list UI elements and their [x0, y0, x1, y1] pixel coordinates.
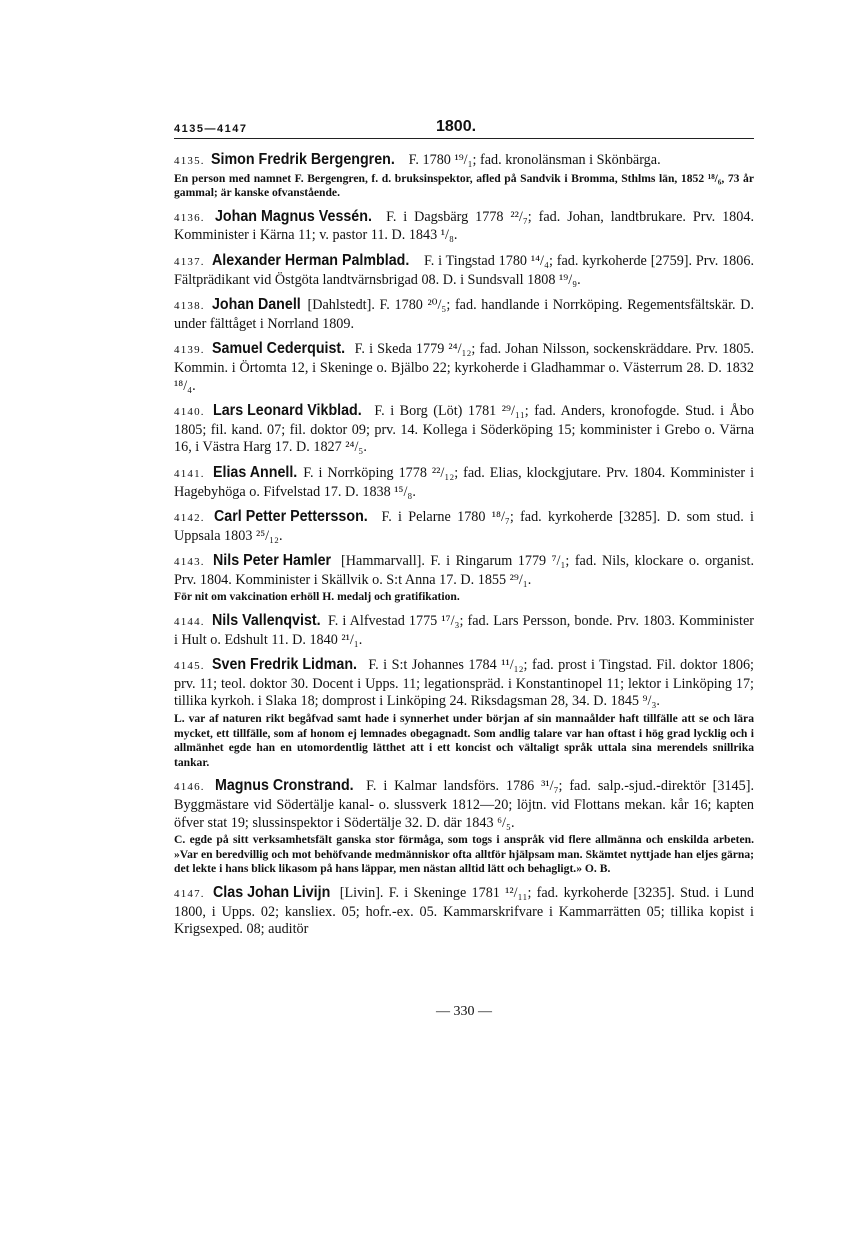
entry-number: 4141.: [174, 467, 205, 480]
entry-number: 4143.: [174, 556, 205, 569]
page-year: 1800.: [436, 118, 477, 135]
entry-4140: [174, 402, 754, 457]
entry-name: Elias Annell.: [212, 463, 297, 481]
entry-text: [Hammarvall]. F. i Ringarum 1779 ⁷/₁; fad. Nils, klockare o. organist. Prv. 1804. Komminister i Skällvik o. S:t Anna 17. D. 1855 ²⁹/₁.: [174, 553, 754, 588]
entry-number: 4147.: [174, 887, 205, 900]
entry-4135: [174, 151, 754, 201]
entry-text: F. i Tingstad 1780 ¹⁴/₄; fad. kyrkoherde [2759]. Prv. 1806. Fältprädikant vid Östgöta landtvärnsbrigad 08. D. i Sundsvall 1808 ¹⁹/₉.: [174, 252, 755, 288]
entry-name: Magnus Cronstrand.: [214, 777, 354, 795]
entry-4143: [174, 552, 754, 605]
entry-name: Sven Fredrik Lidman.: [212, 656, 358, 674]
entry-4137: [174, 252, 754, 289]
entry-name: Alexander Herman Palmblad.: [211, 251, 409, 269]
entry-name: Johan Danell: [212, 296, 302, 314]
entry-number: 4145.: [174, 660, 205, 673]
entry-name: Johan Magnus Vessén.: [214, 207, 372, 225]
entry-name: Nils Peter Hamler: [213, 552, 332, 570]
entry-note: För nit om vakcination erhöll H. medalj och gratifikation.: [174, 590, 460, 604]
entry-text: F. i Dagsbärg 1778 ²²/₇; fad. Johan, landtbrukare. Prv. 1804. Komminister i Kärna 11; v. pastor 11. D. 1843 ¹/₈.: [174, 208, 755, 244]
entry-4138: [174, 296, 754, 333]
entry-text: F. i S:t Johannes 1784 ¹¹/₁₂; fad. prost i Tingstad. Fil. doktor 1806; prv. 11; teol. doktor 30. Docent i Upps. 11; legationspräd. i Konstantinopel 11; lektor i Linköping 17; tillika kyrkoh. i Slaka 18; domprost i Linköping 24. Riksdagsman 28, 34. D. 1845 ⁹/₃.: [174, 657, 755, 710]
entry-4147: [174, 884, 754, 939]
entry-4139: [174, 340, 754, 395]
entry-text: [Dahlstedt]. F. 1780 ²⁰/₅; fad. handlande i Norrköping. Regementsfältskär. D. under fälttåget i Norrland 1809.: [174, 297, 755, 332]
entry-name: Lars Leonard Vikblad.: [213, 402, 362, 420]
entry-number: 4146.: [174, 781, 205, 794]
entry-text: F. i Skeda 1779 ²⁴/₁₂; fad. Johan Nilsson, sockenskräddare. Prv. 1805. Kommin. i Örtomta 12, i Skeninge o. Bjälbo 22; kyrkoherde i Gladhammar o. Västerrum 28. D. 1832 ¹⁸/₄.: [174, 341, 754, 394]
entry-name: Simon Fredrik Bergengren.: [211, 151, 396, 168]
entry-name: Clas Johan Livijn: [213, 883, 331, 901]
entry-number: 4138.: [174, 300, 205, 313]
entry-note: C. egde på sitt verksamhetsfält ganska stor förmåga, som togs i anspråk vid flere allmänna och enskilda arbeten. »Var en beredvillig och mot behöfvande medmänniskor ofta alltför hjälpsam man. Skämtet nyttjade han eljes gärna; det lekte i hans blick likasom på hans läppar, men nästan alltid lätt och behagligt.» O. B.: [174, 833, 754, 876]
entry-text: F. i Alfvestad 1775 ¹⁷/₃; fad. Lars Persson, bonde. Prv. 1803. Komminister i Hult o. Edshult 11. D. 1840 ²¹/₁.: [174, 613, 754, 648]
entry-number: 4140.: [174, 406, 205, 419]
entry-4145: [174, 656, 754, 770]
entry-4136: [174, 208, 754, 245]
entry-list: [174, 151, 754, 939]
entry-name: Nils Vallenqvist.: [211, 612, 321, 630]
page-number: — 330 —: [436, 1004, 492, 1019]
entry-note: L. var af naturen rikt begåfvad samt hade i synnerhet under början af sin mannaålder haft tillfälle att se och lära mycket, ett tillfälle, som af honom ej lemnades obegagnadt. Som andlig talare var han oftast i hög grad lycklig och i allmänhet egde han en utomordentlig lätthet att i ett koncist och vältaligt språk uttala sina merendels snillrika tankar.: [174, 712, 754, 769]
entry-text: F. 1780 ¹⁹/₁; fad. kronolänsman i Skönbärga.: [405, 152, 661, 168]
entry-number: 4136.: [174, 211, 205, 224]
entry-note: En person med namnet F. Bergengren, f. d. bruksinspektor, afled på Sandvik i Bromma, Sthlms län, 1852 ¹⁸/₆, 73 år gammal; är kanske ofvanstående.: [174, 171, 754, 200]
page-header: [174, 118, 754, 139]
entry-number: 4144.: [174, 616, 205, 629]
entry-range: 4135—4147: [174, 123, 248, 135]
entry-text: [Livin]. F. i Skeninge 1781 ¹²/₁₁; fad. kyrkoherde [3235]. Stud. i Lund 1800, i Upps. 02; kansliex. 05; hofr.-ex. 05. Kammarskrifvare i Kammarrätten 05; tillika kopist i Krigsexped. 08; auditör: [174, 884, 754, 938]
entry-name: Samuel Cederquist.: [211, 340, 346, 358]
entry-number: 4135.: [174, 155, 205, 167]
entry-name: Carl Petter Pettersson.: [214, 508, 368, 526]
entry-text: F. i Pelarne 1780 ¹⁸/₇; fad. kyrkoherde [3285]. D. som stud. i Uppsala 1803 ²⁵/₁₂.: [174, 509, 754, 544]
document-page: [174, 118, 755, 1019]
entry-number: 4137.: [174, 255, 205, 268]
entry-text: F. i Borg (Löt) 1781 ²⁹/₁₁; fad. Anders, kronofogde. Stud. i Åbo 1805; fil. kand. 07; fil. doktor 09; prv. 14. Kollega i Söderköping 15; komminister i Grebo o. Värna 16, i Västra Harg 17. D. 1827 ²⁴/₅.: [174, 403, 755, 456]
entry-4141: [174, 464, 754, 501]
entry-4146: [174, 777, 754, 877]
entry-4142: [174, 508, 754, 545]
entry-number: 4142.: [174, 512, 205, 525]
entry-text: F. i Kalmar landsförs. 1786 ³¹/₇; fad. salp.-sjud.-direktör [3145]. Byggmästare vid Södertälje kanal- o. slussverk 1812—20; löjtn. vid Flottans mekan. kår 16; kapten öfver stat 19; slussinspektor i Södertälje 32. D. där 1843 ⁶/₅.: [174, 778, 755, 831]
entry-number: 4139.: [174, 344, 205, 357]
entry-text: F. i Norrköping 1778 ²²/₁₂; fad. Elias, klockgjutare. Prv. 1804. Komminister i Hagebyhöga o. Fifvelstad 17. D. 1838 ¹⁵/₈.: [174, 464, 755, 500]
entry-4144: [174, 612, 754, 649]
